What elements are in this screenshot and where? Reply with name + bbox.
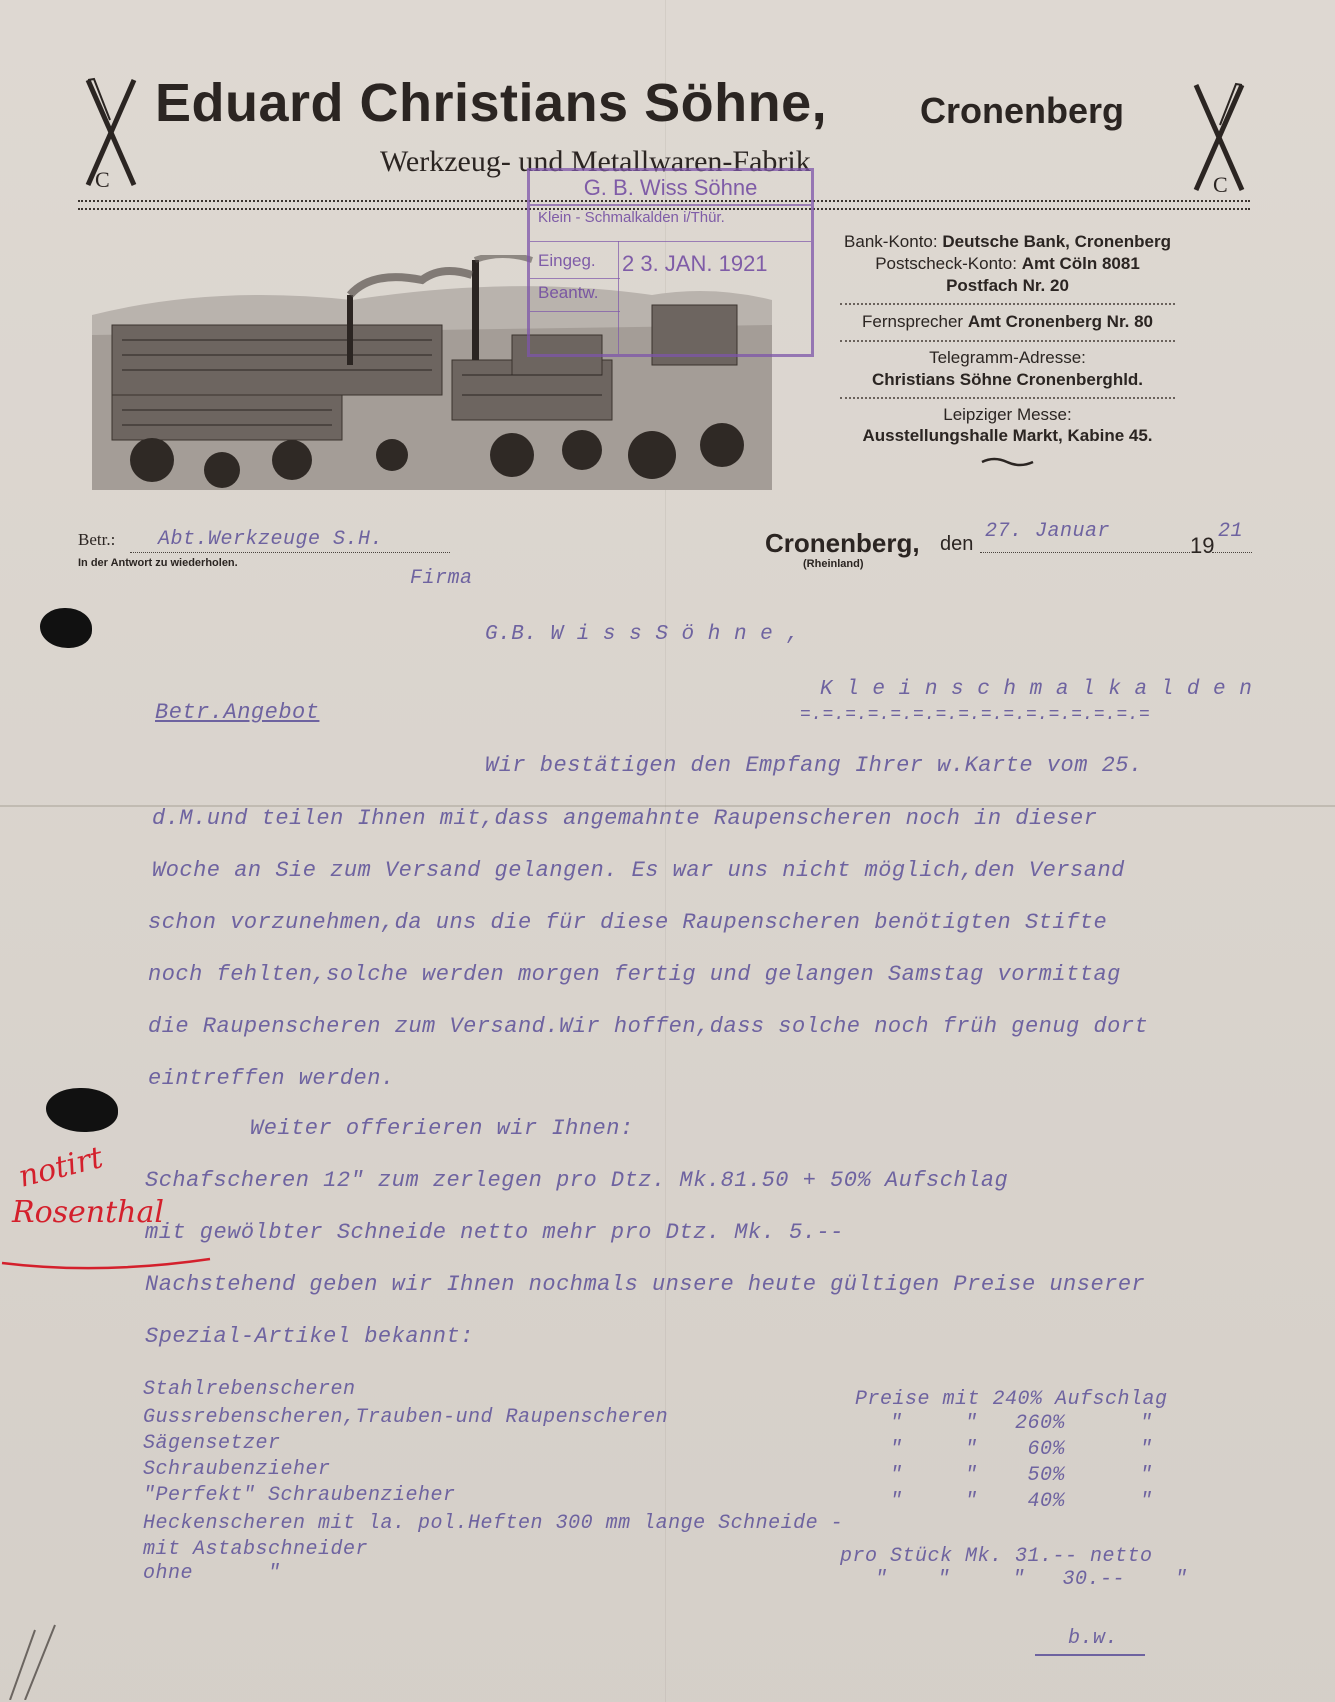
crossed-shears-icon: [80, 75, 142, 195]
body-line: schon vorzunehmen,da uns die für diese Raupenscheren benötigten Stifte: [148, 910, 1108, 935]
red-underline-icon: [0, 1245, 220, 1275]
body-line: d.M.und teilen Ihnen mit,dass angemahnte Raupenscheren noch in dieser: [152, 806, 1098, 831]
reference-label: Betr.:: [78, 530, 116, 549]
price-value: pro Stück Mk. 31.-- netto: [840, 1545, 1153, 1568]
body-line: Nachstehend geben wir Ihnen nochmals unsere heute gültigen Preise unserer: [145, 1272, 1146, 1297]
svg-text:C: C: [1213, 172, 1228, 197]
stamp-place: Klein - Schmalkalden i/Thür.: [538, 209, 725, 226]
price-value: " " 50% ": [890, 1464, 1153, 1487]
stamp-eingeg-label: Eingeg.: [538, 251, 596, 270]
dateline-year-suffix: 21: [1218, 520, 1244, 543]
recipient-name: G.B. W i s s S ö h n e ,: [485, 623, 800, 646]
price-value: " " 60% ": [890, 1438, 1153, 1461]
dateline-date: 27. Januar: [985, 520, 1111, 543]
punch-hole: [46, 1088, 118, 1132]
telegramm-value: Christians Söhne Cronenberghld.: [871, 370, 1144, 389]
dateline-city: Cronenberg,: [765, 528, 920, 558]
postfach-info: Postfach Nr. 20: [946, 276, 1069, 295]
price-value: " " 260% ": [890, 1412, 1153, 1435]
price-item: Schraubenzieher: [143, 1458, 331, 1481]
price-item: Gussrebenscheren,Trauben-und Raupenscheren: [143, 1406, 669, 1429]
punch-hole: [40, 608, 92, 648]
reference-value: Abt.Werkzeuge S.H.: [158, 528, 384, 551]
price-item: "Perfekt" Schraubenzieher: [143, 1484, 456, 1507]
fernsprecher-info: Fernsprecher Amt Cronenberg Nr. 80: [862, 312, 1153, 331]
price-item: Stahlrebenscheren: [143, 1378, 356, 1401]
body-line: Schafscheren 12" zum zerlegen pro Dtz. Mk.81.50 + 50% Aufschlag: [145, 1168, 1009, 1193]
messe-label: Leipziger Messe:: [943, 405, 1072, 424]
company-subtitle: Werkzeug- und Metallwaren-Fabrik: [380, 145, 811, 178]
svg-text:C: C: [95, 167, 110, 192]
price-value: " " 40% ": [890, 1490, 1153, 1513]
body-line: mit gewölbter Schneide netto mehr pro Dtz. Mk. 5.--: [145, 1220, 844, 1245]
body-line: die Raupenscheren zum Versand.Wir hoffen,dass solche noch früh genug dort: [148, 1014, 1149, 1039]
body-line: Woche an Sie zum Versand gelangen. Es war uns nicht möglich,den Versand: [152, 858, 1125, 883]
recipient-firma: Firma: [410, 567, 473, 590]
dateline-region: (Rheinland): [803, 558, 864, 570]
price-item: Sägensetzer: [143, 1432, 281, 1455]
dateline-year-prefix: 19: [1190, 533, 1215, 558]
price-item: Heckenscheren mit la. pol.Heften 300 mm lange Schneide -: [143, 1512, 844, 1535]
footer-bw-underline: [1035, 1654, 1145, 1656]
price-value: Preise mit 240% Aufschlag: [855, 1388, 1168, 1411]
price-item: ohne ": [143, 1562, 281, 1585]
footer-bw: b.w.: [1068, 1627, 1119, 1650]
price-item: mit Astabschneider: [143, 1538, 369, 1561]
telegramm-label: Telegramm-Adresse:: [929, 348, 1086, 367]
recipient-underline: =.=.=.=.=.=.=.=.=.=.=.=.=.=.=.=: [800, 705, 1151, 725]
postscheck-info: Postscheck-Konto: Amt Cöln 8081: [875, 254, 1140, 273]
body-line: noch fehlten,solche werden morgen fertig und gelangen Samstag vormittag: [148, 962, 1121, 987]
crossed-shears-icon: [1188, 80, 1250, 200]
recipient-place: K l e i n s c h m a l k a l d e n: [820, 678, 1253, 701]
company-name: Eduard Christians Söhne,: [155, 73, 828, 133]
handwritten-note: Rosenthal: [12, 1195, 164, 1230]
stamp-eingeg-date: 2 3. JAN. 1921: [622, 251, 768, 276]
handwritten-note: notirt: [15, 1140, 107, 1195]
body-line: Spezial-Artikel bekannt:: [145, 1324, 474, 1349]
subject: Betr.Angebot: [155, 700, 320, 725]
body-line: Weiter offerieren wir Ihnen:: [250, 1116, 634, 1141]
body-line: eintreffen werden.: [148, 1066, 395, 1091]
ornament-icon: [980, 456, 1035, 468]
body-line: Wir bestätigen den Empfang Ihrer w.Karte vom 25.: [485, 753, 1143, 778]
dateline-den: den: [940, 533, 974, 555]
stamp-beantw-label: Beantw.: [538, 283, 599, 302]
price-value: " " " 30.-- ": [875, 1568, 1188, 1591]
messe-value: Ausstellungshalle Markt, Kabine 45.: [862, 426, 1153, 445]
bank-info: Bank-Konto: Deutsche Bank, Cronenberg: [844, 232, 1171, 251]
stamp-name: G. B. Wiss Söhne: [530, 171, 811, 206]
pencil-mark-icon: [0, 1620, 70, 1700]
receipt-stamp: [527, 168, 814, 357]
company-city: Cronenberg: [920, 90, 1125, 131]
reference-note: In der Antwort zu wiederholen.: [78, 557, 238, 569]
